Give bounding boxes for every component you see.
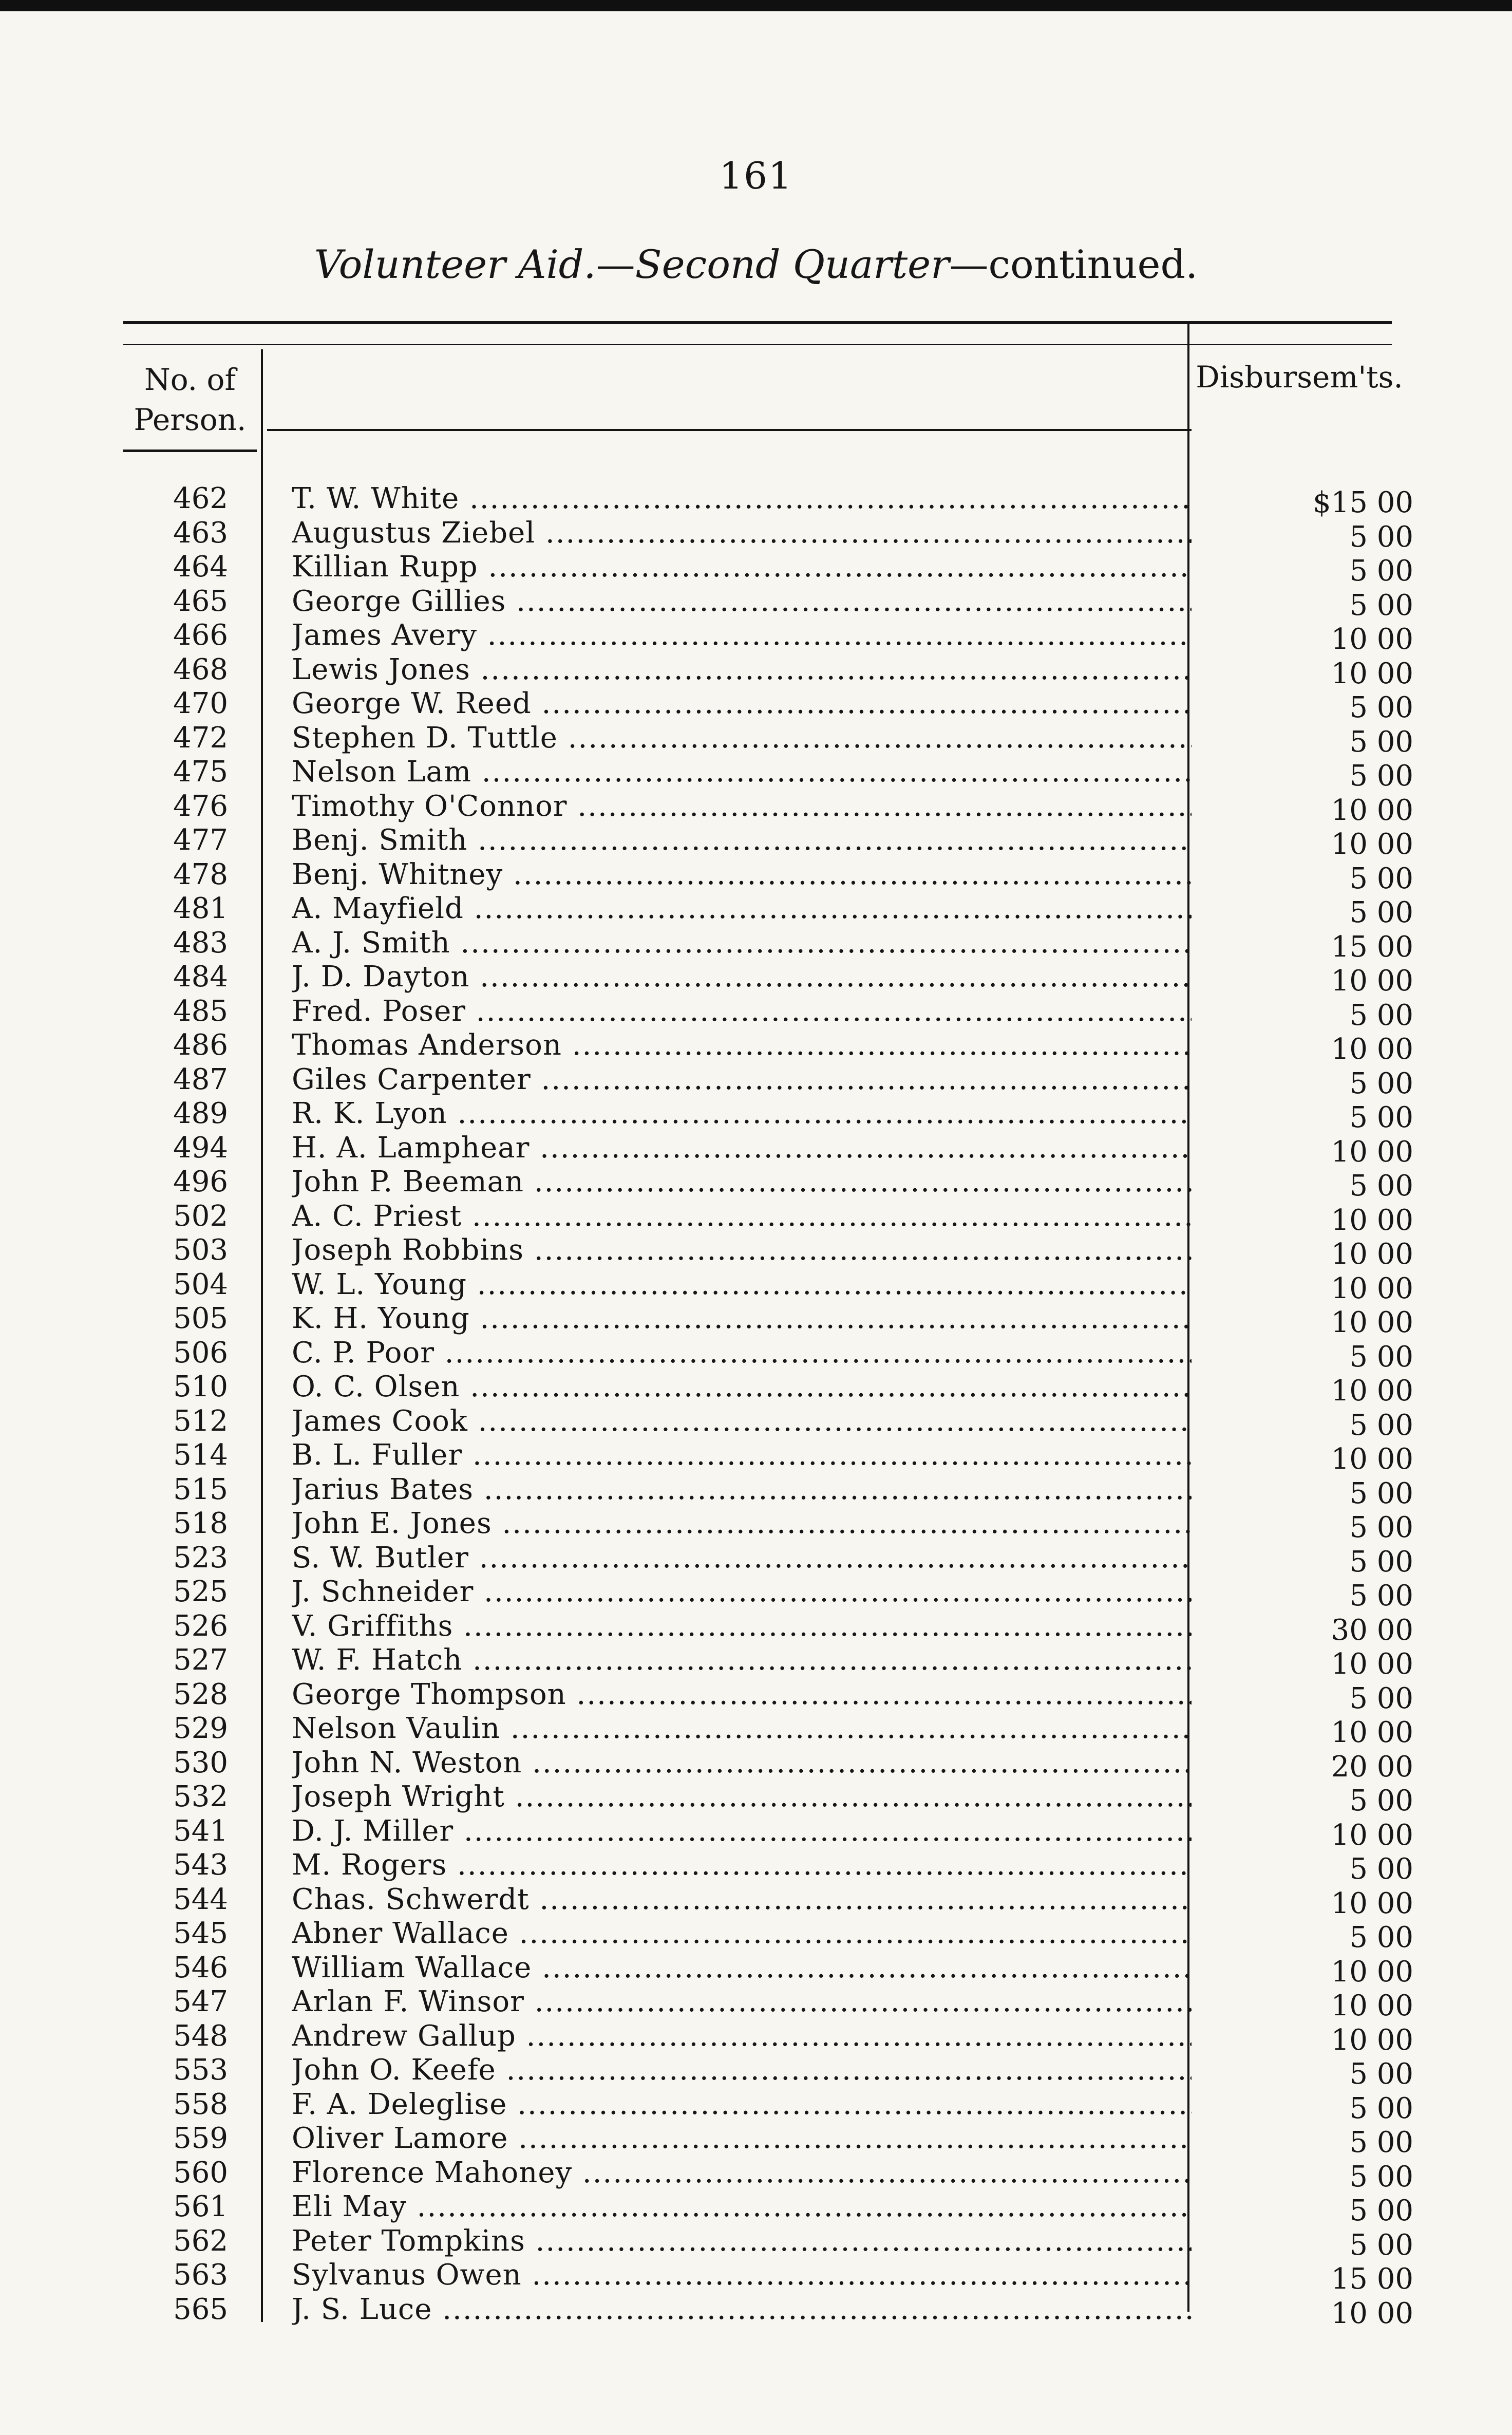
person-name: T. W. White ..... (292, 482, 1192, 516)
table-row (0, 1336, 1512, 1374)
person-name: Joseph Wright ..... (292, 1780, 1192, 1814)
disbursement-amount: 5 00 (1349, 1169, 1413, 1203)
table-row (0, 1882, 1512, 1920)
table-row (0, 1814, 1512, 1852)
person-number: 477 (173, 823, 228, 857)
disbursement-amount: 10 00 (1331, 1955, 1413, 1989)
person-name: Fred. Poser ..... (292, 995, 1192, 1028)
person-number: 494 (173, 1131, 228, 1165)
disbursement-amount: 5 00 (1349, 588, 1413, 622)
table-row (0, 1267, 1512, 1305)
table-row (0, 1028, 1512, 1066)
table-body (0, 482, 1512, 2330)
person-number: 527 (173, 1643, 228, 1677)
person-number: 510 (173, 1370, 228, 1403)
disbursement-amount: 10 00 (1331, 1443, 1413, 1476)
person-name: Jarius Bates ..... (292, 1473, 1192, 1507)
person-number: 525 (173, 1575, 228, 1608)
person-name: J. Schneider ..... (292, 1575, 1192, 1609)
person-number: 466 (173, 619, 228, 652)
person-number: 544 (173, 1882, 228, 1916)
title-part2: Second Quarter (635, 241, 950, 287)
person-name: Lewis Jones ..... (292, 653, 1192, 687)
disbursement-amount: 10 00 (1331, 1716, 1413, 1749)
person-name: Nelson Vaulin ..... (292, 1712, 1192, 1746)
table-row (0, 960, 1512, 998)
person-number: 528 (173, 1677, 228, 1711)
table-row (0, 1165, 1512, 1203)
person-number: 553 (173, 2053, 228, 2087)
table-row (0, 2224, 1512, 2262)
disbursement-amount: 5 00 (1349, 554, 1413, 588)
disbursement-amount: 5 00 (1349, 2091, 1413, 2125)
person-number: 543 (173, 1848, 228, 1882)
table-row (0, 1780, 1512, 1818)
table-row (0, 619, 1512, 656)
title-part1: Volunteer Aid. (314, 241, 596, 287)
person-name: Giles Carpenter ..... (292, 1063, 1192, 1097)
disbursement-amount: 5 00 (1349, 691, 1413, 724)
table-row (0, 1985, 1512, 2022)
person-name: Timothy O'Connor ..... (292, 790, 1192, 823)
table-row (0, 789, 1512, 827)
table-row (0, 2019, 1512, 2057)
disbursement-amount: 5 00 (1349, 861, 1413, 895)
title-part3: continued. (988, 241, 1198, 287)
person-name: John E. Jones ..... (292, 1507, 1192, 1541)
table-row (0, 2053, 1512, 2091)
header-no-line1: No. of (144, 362, 236, 397)
disbursement-amount: 10 00 (1331, 2023, 1413, 2057)
table-row (0, 1302, 1512, 1339)
disbursement-amount: 15 00 (1331, 2262, 1413, 2296)
person-name: Abner Wallace ..... (292, 1917, 1192, 1951)
person-number: 514 (173, 1438, 228, 1472)
person-name: J. D. Dayton ..... (292, 960, 1192, 994)
table-top-rule (123, 321, 1392, 324)
disbursement-amount: 5 00 (1349, 1511, 1413, 1544)
person-name: C. P. Poor ..... (292, 1336, 1192, 1370)
table-row (0, 1712, 1512, 1749)
table-row (0, 550, 1512, 588)
person-name: Andrew Gallup ..... (292, 2019, 1192, 2053)
table-row (0, 1062, 1512, 1100)
person-name: George W. Reed ..... (292, 687, 1192, 721)
disbursement-amount: 20 00 (1331, 1750, 1413, 1784)
table-row (0, 755, 1512, 793)
person-number: 559 (173, 2122, 228, 2155)
disbursement-amount: 5 00 (1349, 1101, 1413, 1134)
table-row (0, 892, 1512, 929)
person-name: F. A. Deleglise ..... (292, 2088, 1192, 2122)
table-row (0, 1541, 1512, 1579)
header-person-number (123, 360, 257, 440)
disbursement-amount: 30 00 (1331, 1613, 1413, 1647)
disbursement-amount: 10 00 (1331, 1033, 1413, 1066)
disbursement-amount: 10 00 (1331, 1203, 1413, 1237)
disbursement-amount: 5 00 (1349, 2228, 1413, 2262)
header-disbursements: Disbursem'ts. (1196, 360, 1403, 395)
disbursement-amount: 10 00 (1331, 1374, 1413, 1408)
table-row (0, 1097, 1512, 1134)
person-number: 506 (173, 1336, 228, 1370)
disbursement-amount: 5 00 (1349, 1579, 1413, 1613)
person-name: Nelson Lam ..... (292, 755, 1192, 789)
table-row (0, 584, 1512, 622)
disbursement-amount: 10 00 (1331, 1989, 1413, 2022)
person-number: 565 (173, 2292, 228, 2326)
person-number: 463 (173, 516, 228, 550)
disbursement-amount: 10 00 (1331, 1135, 1413, 1169)
page-number: 161 (719, 154, 793, 197)
table-row (0, 1917, 1512, 1954)
person-name: Chas. Schwerdt ..... (292, 1883, 1192, 1917)
header-no-line2: Person. (134, 402, 247, 437)
table-row (0, 2292, 1512, 2330)
person-number: 505 (173, 1302, 228, 1335)
person-number: 558 (173, 2087, 228, 2121)
person-number: 487 (173, 1062, 228, 1096)
table-row (0, 857, 1512, 895)
table-row (0, 926, 1512, 964)
page-top-edge (0, 0, 1512, 11)
person-name: John O. Keefe ..... (292, 2053, 1192, 2087)
header-rule-left (123, 449, 257, 452)
person-name: Oliver Lamore ..... (292, 2122, 1192, 2156)
person-number: 475 (173, 755, 228, 789)
person-number: 464 (173, 550, 228, 584)
person-number: 465 (173, 584, 228, 618)
table-row (0, 1199, 1512, 1237)
disbursement-amount: 5 00 (1349, 2057, 1413, 2091)
person-number: 484 (173, 960, 228, 994)
person-number: 504 (173, 1267, 228, 1301)
person-number: 523 (173, 1541, 228, 1575)
disbursement-amount: 10 00 (1331, 793, 1413, 827)
person-name: George Gillies ..... (292, 585, 1192, 619)
disbursement-amount: 5 00 (1349, 1852, 1413, 1886)
table-row (0, 1438, 1512, 1476)
person-number: 532 (173, 1780, 228, 1813)
disbursement-amount: 5 00 (1349, 1921, 1413, 1954)
person-number: 560 (173, 2156, 228, 2189)
table-row (0, 1131, 1512, 1169)
person-name: O. C. Olsen ..... (292, 1370, 1192, 1404)
table-row (0, 1507, 1512, 1544)
disbursement-amount: 5 00 (1349, 2194, 1413, 2227)
table-row (0, 652, 1512, 690)
header-rule-middle (267, 429, 1192, 431)
table-row (0, 2190, 1512, 2227)
person-name: Florence Mahoney ..... (292, 2156, 1192, 2190)
person-name: A. Mayfield ..... (292, 892, 1192, 926)
person-name: A. J. Smith ..... (292, 926, 1192, 960)
person-number: 476 (173, 789, 228, 823)
disbursement-amount: 5 00 (1349, 1066, 1413, 1100)
disbursement-amount: 5 00 (1349, 1476, 1413, 1510)
table-row (0, 1575, 1512, 1613)
person-name: A. C. Priest ..... (292, 1200, 1192, 1233)
disbursement-amount: 5 00 (1349, 759, 1413, 793)
disbursement-amount: 10 00 (1331, 623, 1413, 656)
person-name: George Thompson ..... (292, 1678, 1192, 1712)
disbursement-amount: 10 00 (1331, 657, 1413, 690)
person-name: H. A. Lamphear ..... (292, 1131, 1192, 1165)
title-dash1: — (596, 241, 635, 287)
disbursement-amount: 10 00 (1331, 1647, 1413, 1681)
person-number: 529 (173, 1712, 228, 1745)
person-number: 545 (173, 1917, 228, 1950)
person-name: Sylvanus Owen ..... (292, 2258, 1192, 2292)
person-number: 563 (173, 2258, 228, 2292)
disbursement-amount: 5 00 (1349, 1545, 1413, 1579)
title-dash2: — (949, 241, 989, 287)
disbursement-amount: 10 00 (1331, 1306, 1413, 1339)
person-name: Arlan F. Winsor ..... (292, 1985, 1192, 2019)
person-name: Thomas Anderson ..... (292, 1028, 1192, 1062)
person-name: William Wallace ..... (292, 1951, 1192, 1985)
person-name: V. Griffiths ..... (292, 1609, 1192, 1643)
person-name: Augustus Ziebel ..... (292, 516, 1192, 550)
table-row (0, 994, 1512, 1032)
disbursement-amount: 10 00 (1331, 964, 1413, 998)
person-number: 489 (173, 1097, 228, 1130)
table-row (0, 2087, 1512, 2125)
table-row (0, 721, 1512, 759)
person-number: 485 (173, 994, 228, 1028)
table-row (0, 2156, 1512, 2194)
person-name: Stephen D. Tuttle ..... (292, 721, 1192, 755)
person-number: 548 (173, 2019, 228, 2053)
person-number: 481 (173, 892, 228, 925)
disbursement-amount: 5 00 (1349, 2126, 1413, 2159)
disbursement-amount: 10 00 (1331, 1271, 1413, 1305)
disbursement-amount: 5 00 (1349, 998, 1413, 1032)
person-number: 472 (173, 721, 228, 755)
person-name: John P. Beeman ..... (292, 1165, 1192, 1199)
person-number: 468 (173, 652, 228, 686)
person-name: Peter Tompkins ..... (292, 2224, 1192, 2258)
person-name: R. K. Lyon ..... (292, 1097, 1192, 1131)
person-name: Killian Rupp ..... (292, 550, 1192, 584)
person-number: 547 (173, 1985, 228, 2018)
table-row (0, 823, 1512, 861)
person-number: 478 (173, 857, 228, 891)
person-name: W. L. Young ..... (292, 1268, 1192, 1302)
person-name: John N. Weston ..... (292, 1746, 1192, 1780)
person-number: 496 (173, 1165, 228, 1198)
person-number: 462 (173, 482, 228, 515)
disbursement-amount: 5 00 (1349, 1784, 1413, 1818)
person-number: 483 (173, 926, 228, 960)
person-name: S. W. Butler ..... (292, 1541, 1192, 1575)
table-row (0, 482, 1512, 519)
person-number: 541 (173, 1814, 228, 1848)
table-row (0, 2258, 1512, 2296)
person-name: Benj. Smith ..... (292, 823, 1192, 857)
person-name: Benj. Whitney ..... (292, 858, 1192, 892)
person-number: 526 (173, 1609, 228, 1643)
disbursement-amount: 5 00 (1349, 1340, 1413, 1374)
person-name: James Cook ..... (292, 1404, 1192, 1438)
table-row (0, 1609, 1512, 1647)
person-name: W. F. Hatch ..... (292, 1643, 1192, 1677)
table-row (0, 1472, 1512, 1510)
disbursement-amount: 5 00 (1349, 1408, 1413, 1442)
table-row (0, 1643, 1512, 1681)
page-title (0, 241, 1512, 287)
disbursement-amount: 10 00 (1331, 828, 1413, 861)
table-row (0, 2122, 1512, 2159)
person-number: 561 (173, 2190, 228, 2223)
person-name: K. H. Young ..... (292, 1302, 1192, 1336)
person-number: 530 (173, 1746, 228, 1780)
table-row (0, 1677, 1512, 1715)
person-number: 515 (173, 1472, 228, 1506)
person-number: 502 (173, 1199, 228, 1233)
disbursement-amount: 5 00 (1349, 520, 1413, 554)
table-row (0, 1746, 1512, 1784)
person-number: 486 (173, 1028, 228, 1062)
table-row (0, 1951, 1512, 1989)
person-name: James Avery ..... (292, 619, 1192, 652)
person-number: 503 (173, 1233, 228, 1267)
person-name: Joseph Robbins ..... (292, 1233, 1192, 1267)
person-name: J. S. Luce ..... (292, 2293, 1192, 2327)
disbursement-amount: 5 00 (1349, 725, 1413, 759)
disbursement-amount: 5 00 (1349, 896, 1413, 929)
person-number: 546 (173, 1951, 228, 1984)
person-number: 518 (173, 1507, 228, 1540)
person-number: 470 (173, 687, 228, 720)
disbursement-amount: 10 00 (1331, 1886, 1413, 1920)
table-row (0, 1370, 1512, 1408)
disbursement-amount: $15 00 (1313, 486, 1413, 519)
table-top-rule-thin (123, 344, 1392, 345)
table-row (0, 1233, 1512, 1271)
disbursement-amount: 15 00 (1331, 930, 1413, 964)
person-name: B. L. Fuller ..... (292, 1438, 1192, 1472)
table-row (0, 687, 1512, 724)
disbursement-amount: 10 00 (1331, 1818, 1413, 1852)
table-row (0, 1404, 1512, 1442)
person-name: Eli May ..... (292, 2190, 1192, 2224)
person-name: M. Rogers ..... (292, 1848, 1192, 1882)
disbursement-amount: 5 00 (1349, 1681, 1413, 1715)
table-row (0, 516, 1512, 554)
person-number: 512 (173, 1404, 228, 1438)
disbursement-amount: 10 00 (1331, 1238, 1413, 1271)
person-name: D. J. Miller ..... (292, 1814, 1192, 1848)
person-number: 562 (173, 2224, 228, 2258)
disbursement-amount: 5 00 (1349, 2160, 1413, 2194)
table-row (0, 1848, 1512, 1886)
disbursement-amount: 10 00 (1331, 2296, 1413, 2330)
